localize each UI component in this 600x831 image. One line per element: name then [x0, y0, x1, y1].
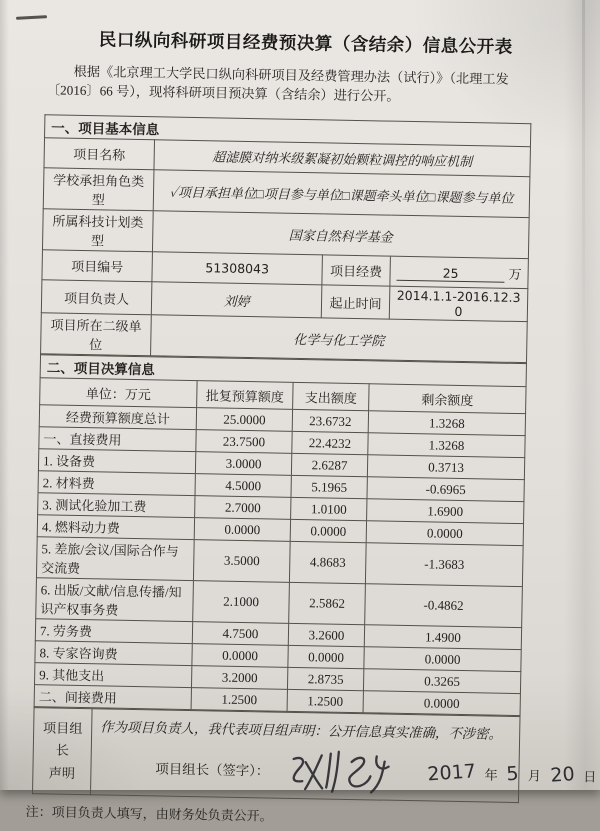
- account-spent-value: 5.1965: [291, 475, 367, 498]
- date-month-unit: 月: [527, 767, 542, 783]
- account-remain-value: -0.6965: [367, 477, 524, 502]
- account-budget-value: 4.7500: [192, 622, 288, 646]
- footnote: 注：项目负责人填写，由财务处负责公开。: [25, 804, 273, 824]
- plan-type-label: 所属科技计划类型: [42, 209, 153, 252]
- account-spent-value: 3.2600: [288, 623, 364, 646]
- account-budget-value: 0.0000: [194, 518, 290, 542]
- account-spent-value: 1.2500: [287, 689, 363, 712]
- account-spent-value: 2.5862: [289, 582, 366, 624]
- form-tables: [32, 114, 597, 803]
- account-row-label: 一、直接费用: [39, 427, 196, 452]
- account-remain-value: 1.3268: [368, 411, 525, 436]
- declaration-table: [32, 707, 597, 803]
- period-label: 起止时间: [321, 285, 390, 319]
- declaration-body: [90, 709, 597, 803]
- sign-label: 项目组长（签字）：: [155, 760, 270, 779]
- project-name-value: 超滤膜对纳米级絮凝初始颗粒调控的响应机制: [154, 140, 530, 177]
- account-spent-value: 22.4232: [292, 431, 368, 454]
- section-accounts-title: 二、项目决算信息: [40, 355, 526, 387]
- account-row-label: 9. 其他支出: [35, 663, 192, 688]
- account-remain-value: 1.6900: [367, 499, 524, 524]
- declaration-row: [33, 708, 520, 803]
- form-title: 民口纵向科研项目经费预决算（含结余）信息公开表: [98, 29, 513, 57]
- account-remain-value: 0.3713: [367, 455, 524, 480]
- account-row-label: 4. 燃料动力费: [37, 515, 194, 540]
- funds-cell: [390, 256, 529, 289]
- account-row-label: 二、间接费用: [34, 685, 191, 710]
- basic-info-table: [40, 114, 531, 363]
- col-header-budget: 批复预算额度: [197, 381, 293, 410]
- account-budget-value: 1.2500: [191, 688, 287, 712]
- intro-paragraph: 根据《北京理工大学民口纵向科研项目及经费管理办法（试行）》（北理工发〔2016〕66 号），现将科研项目预决算（含结余）进行公开。: [46, 63, 509, 104]
- account-budget-value: 23.7500: [196, 430, 292, 454]
- account-budget-value: 25.0000: [196, 408, 292, 432]
- account-remain-value: 0.0000: [364, 647, 521, 672]
- plan-type-value: 国家自然科学基金: [152, 211, 529, 259]
- date-year: 2017: [426, 760, 477, 786]
- project-leader-label: 项目负责人: [41, 280, 152, 315]
- signature-date: [427, 761, 597, 786]
- account-row-label: 5. 差旅/会议/国际合作与交流费: [36, 537, 194, 581]
- account-spent-value: 0.0000: [288, 645, 364, 668]
- project-leader-value: 刘婷: [151, 282, 322, 318]
- account-budget-value: 3.5000: [193, 540, 290, 583]
- account-budget-value: 3.0000: [195, 452, 291, 476]
- declaration-row-label: [33, 708, 93, 795]
- account-spent-value: 23.6732: [292, 409, 368, 432]
- account-budget-value: 2.1000: [193, 581, 290, 624]
- project-number-label: 项目编号: [42, 250, 153, 282]
- project-number-value: 51308043: [152, 252, 323, 285]
- account-row-label: 2. 材料费: [38, 471, 195, 496]
- account-spent-value: 1.0100: [291, 497, 367, 520]
- account-remain-value: 0.0000: [366, 521, 523, 546]
- account-remain-value: 0.0000: [363, 691, 520, 716]
- account-remain-value: 0.3265: [363, 669, 520, 694]
- account-remain-value: -0.4862: [365, 584, 523, 628]
- date-day: 20: [549, 763, 576, 787]
- date-day-unit: 日: [583, 768, 597, 785]
- secondary-unit-label: 项目所在二级单位: [41, 313, 152, 356]
- project-name-label: 项目名称: [44, 138, 155, 170]
- signature-handwriting: [283, 747, 402, 795]
- declaration-label-line1: 项目组长: [42, 720, 83, 759]
- account-budget-value: 2.7000: [195, 496, 291, 520]
- funds-value: 25: [396, 265, 504, 283]
- date-month: 5: [506, 762, 520, 786]
- account-spent-value: 0.0000: [290, 519, 366, 542]
- account-budget-value: 4.5000: [195, 474, 291, 498]
- declaration-statement: 作为项目负责人，我代表项目组声明：公开信息真实准确，不涉密。: [100, 719, 503, 742]
- role-type-value: ✓项目承担单位□项目参与单位□课题牵头单位□课题参与单位: [153, 170, 530, 218]
- period-value: 2014.1.1-2016.12.30: [389, 286, 528, 322]
- col-header-spent: 支出额度: [293, 382, 369, 410]
- account-spent-value: 2.6287: [291, 453, 367, 476]
- account-spent-value: 2.8735: [287, 667, 363, 690]
- account-row-label: 8. 专家咨询费: [35, 641, 192, 666]
- account-remain-value: 1.4900: [364, 625, 521, 650]
- secondary-unit-value: 化学与化工学院: [151, 315, 528, 363]
- account-budget-value: 0.0000: [192, 644, 288, 668]
- col-header-remain: 剩余额度: [369, 384, 526, 414]
- account-budget-value: 3.2000: [191, 666, 287, 690]
- declaration-label-line2: 声明: [48, 765, 76, 781]
- date-year-unit: 年: [484, 766, 498, 783]
- role-type-label: 学校承担角色类型: [43, 168, 154, 211]
- account-row-label: 经费预算额度总计: [39, 405, 196, 430]
- col-header-unit: 单位：万元: [40, 378, 197, 408]
- account-row-label: 3. 测试化验加工费: [38, 493, 195, 518]
- signature-line: [99, 743, 597, 797]
- account-row-label: 7. 劳务费: [35, 619, 192, 644]
- accounts-table: [34, 354, 527, 716]
- account-spent-value: 4.8683: [289, 541, 366, 583]
- account-row-label: 1. 设备费: [38, 449, 195, 474]
- account-remain-value: -1.3683: [365, 543, 523, 587]
- section-basic-title: 一、项目基本信息: [45, 115, 531, 147]
- funds-label: 项目经费: [322, 255, 391, 286]
- account-remain-value: 1.3268: [368, 433, 525, 458]
- account-row-label: 6. 出版/文献/信息传播/知识产权事务费: [36, 578, 194, 622]
- funds-unit: 万: [508, 266, 522, 283]
